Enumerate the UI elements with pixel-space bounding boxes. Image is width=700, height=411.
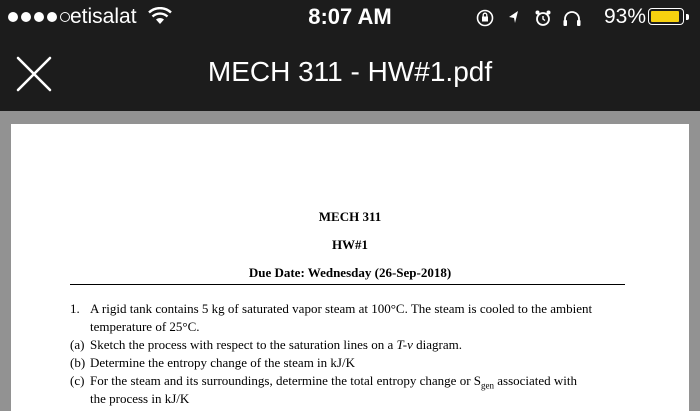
question-number: 1.: [70, 301, 80, 316]
document-nav-bar: [0, 36, 700, 111]
diagram-name: T-v: [396, 337, 413, 352]
carrier-name: etisalat: [70, 5, 137, 28]
battery-icon: [648, 8, 684, 25]
gen-subscript: gen: [481, 380, 494, 391]
part-label: (b): [70, 355, 86, 370]
status-bar: [0, 0, 700, 36]
system-icons: [476, 8, 600, 28]
part-b-text: Determine the entropy change of the steam in kJ/K: [90, 355, 355, 370]
due-date: Due Date: Wednesday (26-Sep-2018): [248, 265, 452, 280]
part-a-suffix: diagram.: [416, 337, 462, 352]
part-label: (c): [70, 373, 85, 388]
assignment-heading: HW#1: [331, 237, 369, 252]
course-heading: MECH 311: [318, 209, 382, 224]
part-c-suffix: associated with: [497, 373, 578, 388]
part-label: (a): [70, 337, 85, 352]
orientation-lock-icon: [478, 11, 493, 26]
document-title: MECH 311 - HW#1.pdf: [207, 56, 493, 87]
part-a-text: [90, 337, 462, 353]
headphones-icon: [564, 12, 581, 26]
part-c-main: For the steam and its surroundings, determine the total entropy change or S: [90, 373, 481, 388]
part-c-text: [90, 373, 577, 391]
divider-line: [70, 284, 625, 285]
question-text: A rigid tank contains 5 kg of saturated vapor steam at 100°C. The steam is cooled to the ambient: [90, 301, 593, 316]
part-a-main: Sketch the process with respect to the saturation lines on a: [90, 337, 394, 352]
location-arrow-icon: [509, 11, 518, 23]
battery-level: [651, 11, 679, 22]
pdf-page[interactable]: [11, 124, 689, 411]
clock: 8:07 AM: [308, 4, 392, 29]
battery-percent: 93%: [604, 5, 647, 28]
battery-tip: [686, 14, 689, 20]
part-c-text-continued: the process in kJ/K: [90, 391, 190, 406]
question-text-continued: temperature of 25°C.: [90, 319, 200, 334]
alarm-icon: [536, 11, 551, 26]
